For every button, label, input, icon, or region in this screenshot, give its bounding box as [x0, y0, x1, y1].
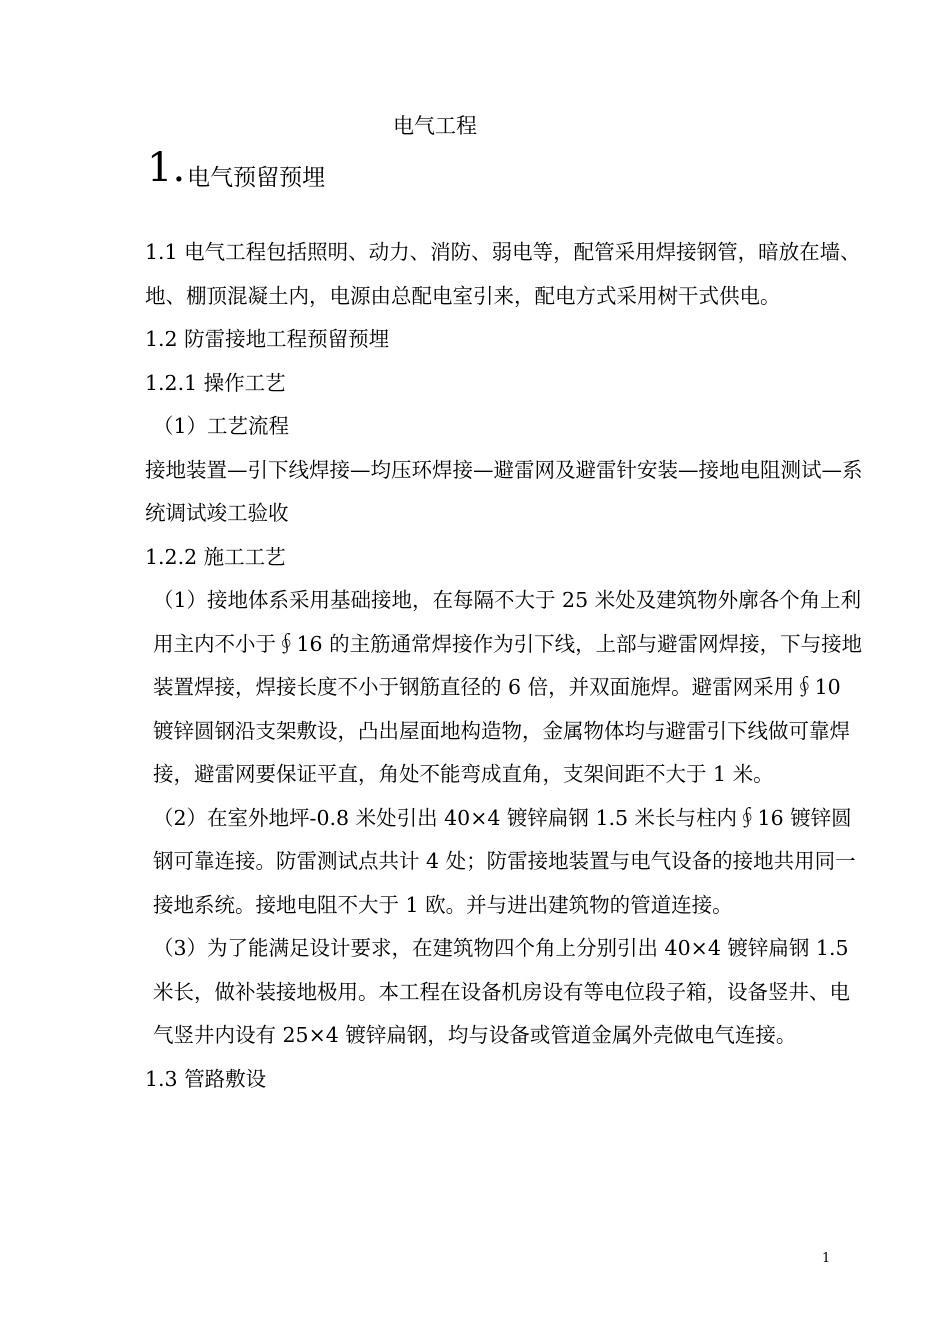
section-heading-text: 电气预留预埋 [187, 165, 326, 191]
section-number: 1. [147, 145, 186, 191]
document-title: 电气工程 [393, 114, 477, 138]
paragraph-item-3: （3）为了能满足设计要求，在建筑物四个角上分别引出 40×4 镀锌扁钢 1.5 米长，做补装接地极用。本工程在设备机房设有等电位段子箱，设备竖井、电气竖井内设有 25×4 镀锌扁钢，均与设备或管道金属外壳做电气连接。 [153, 936, 850, 1047]
process-flow-label: （1）工艺流程 [153, 414, 290, 438]
paragraph-1-1: 1.1 电气工程包括照明、动力、消防、弱电等，配管采用焊接钢管，暗放在墙、地、棚顶混凝土内，电源由总配电室引来，配电方式采用树干式供电。 [145, 240, 861, 308]
subheading-1-3: 1.3 管路敷设 [145, 1066, 267, 1091]
document-body [145, 231, 865, 1101]
subheading-1-2-2: 1.2.2 施工工艺 [145, 544, 286, 569]
paragraph-item-2: （2）在室外地坪-0.8 米处引出 40×4 镀锌扁钢 1.5 米长与柱内∮16 镀锌圆钢可靠连接。防雷测试点共计 4 处；防雷接地装置与电气设备的接地共用同一接地系统。接地电阻不大于 1 欧。并与进出建筑物的管道连接。 [153, 805, 856, 917]
process-flow-text: 接地装置—引下线焊接—均压环焊接—避雷网及避雷针安装—接地电阻测试—系统调试竣工验收 [145, 457, 863, 525]
section-heading [147, 146, 325, 196]
subheading-1-2-1: 1.2.1 操作工艺 [145, 370, 286, 395]
paragraph-item-1: （1）接地体系采用基础接地，在每隔不大于 25 米处及建筑物外廓各个角上利用主内不小于∮16 的主筋通常焊接作为引下线，上部与避雷网焊接，下与接地装置焊接，焊接长度不小于钢筋直径的 6 倍，并双面施焊。避雷网采用∮10 镀锌圆钢沿支架敷设，凸出屋面地构造物，金属物体均与避雷引下线做可靠焊接，避雷网要保证平直，角处不能弯成直角，支架间距不大于 1 米。 [153, 588, 863, 786]
page-number: 1 [822, 1251, 831, 1266]
subheading-1-2: 1.2 防雷接地工程预留预埋 [145, 327, 390, 351]
